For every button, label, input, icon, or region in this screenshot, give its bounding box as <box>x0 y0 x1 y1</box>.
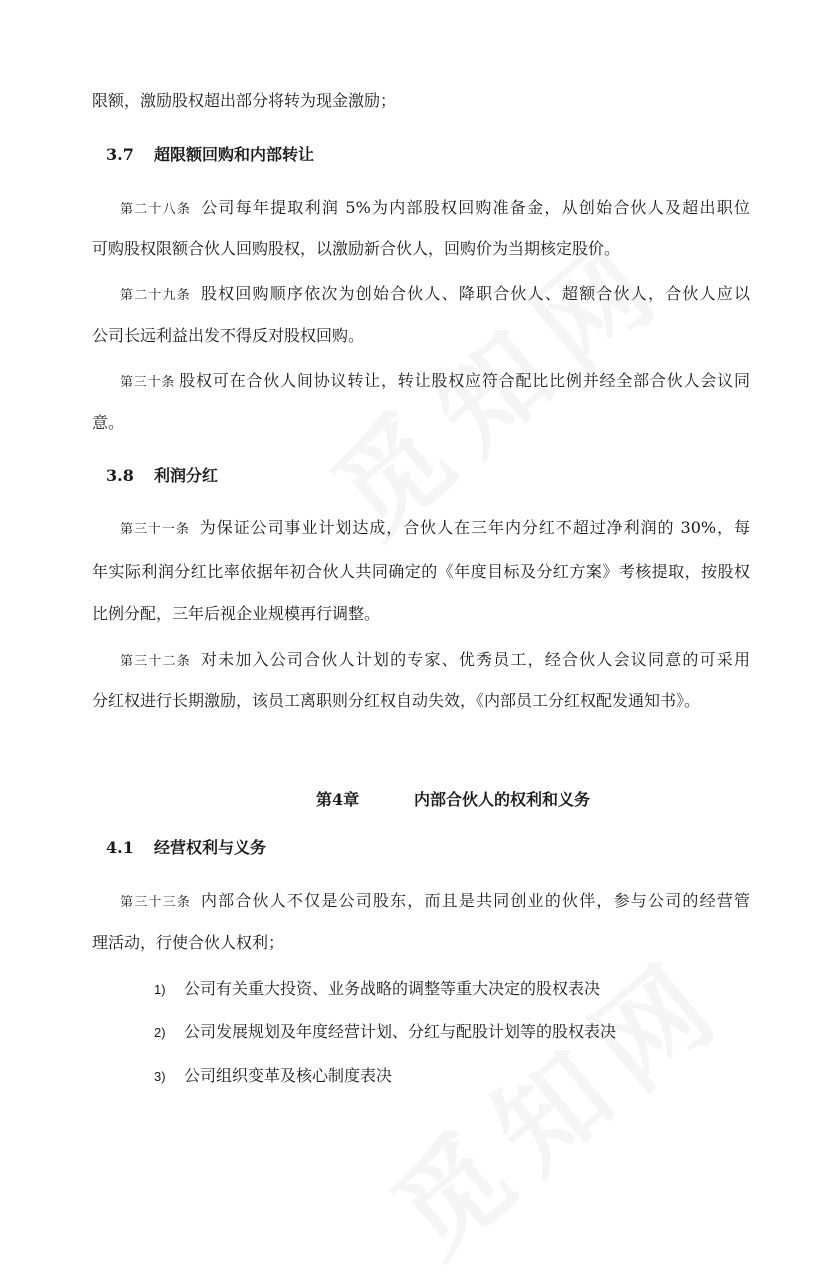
article-label: 第三十条 <box>120 375 176 390</box>
article-28-line-1 <box>120 197 750 221</box>
article-text: 股权可在合伙人间协议转让，转让股权应符合配比比例并经全部合伙人会议同 <box>179 371 750 390</box>
list-text: 公司组织变革及核心制度表决 <box>184 1066 393 1085</box>
article-text: 对未加入公司合伙人计划的专家、优秀员工，经合伙人会议同意的可采用 <box>200 650 750 669</box>
article-33-line-2: 理活动，行使合伙人权利； <box>92 933 285 952</box>
article-33-line-1 <box>120 890 750 914</box>
section-heading-4-1 <box>106 837 266 859</box>
section-title: 经营权利与义务 <box>154 838 267 857</box>
chapter-title: 内部合伙人的权利和义务 <box>414 790 591 809</box>
article-31-line-3: 比例分配，三年后视企业规模再行调整。 <box>92 604 381 623</box>
section-heading-3-8 <box>106 465 218 487</box>
article-30-line-2: 意。 <box>92 413 125 432</box>
article-text: 内部合伙人不仅是公司股东，而且是共同创业的伙伴，参与公司的经营管 <box>200 891 750 910</box>
section-title: 超限额回购和内部转让 <box>154 145 315 164</box>
list-text: 公司发展规划及年度经营计划、分红与配股计划等的股权表决 <box>184 1022 617 1041</box>
article-31-line-2: 年实际利润分红比率依据年初合伙人共同确定的《年度目标及分红方案》考核提取，按股权 <box>92 562 750 581</box>
section-title: 利润分红 <box>154 466 219 485</box>
list-item <box>154 1021 616 1044</box>
article-31-line-1 <box>120 517 750 541</box>
chapter-label: 第4章 <box>316 790 360 809</box>
article-label: 第三十二条 <box>120 654 191 669</box>
list-item <box>154 978 600 1001</box>
article-label: 第二十八条 <box>120 202 192 217</box>
watermark-lower <box>355 913 755 1285</box>
article-32-line-2: 分红权进行长期激励，该员工离职则分红权自动失效，《内部员工分红权配发通知书》。 <box>92 691 701 710</box>
list-index: 3) <box>154 1069 166 1084</box>
article-text: 公司每年提取利润 5%为内部股权回购准备金，从创始合伙人及超出职位 <box>201 198 750 217</box>
list-text: 公司有关重大投资、业务战略的调整等重大决定的股权表决 <box>184 979 601 998</box>
article-text: 股权回购顺序依次为创始合伙人、降职合伙人、超额合伙人，合伙人应以 <box>200 284 750 303</box>
list-index: 1) <box>154 982 166 997</box>
section-heading-3-7 <box>106 144 314 166</box>
section-number: 3.7 <box>106 145 134 164</box>
article-28-line-2: 可购股权限额合伙人回购股权，以激励新合伙人，回购价为当期核定股价。 <box>92 239 621 258</box>
article-label: 第二十九条 <box>120 288 191 303</box>
list-item <box>154 1065 392 1088</box>
list-index: 2) <box>154 1025 166 1040</box>
section-number: 4.1 <box>106 838 134 857</box>
paragraph-line: 限额，激励股权超出部分将转为现金激励； <box>92 91 397 110</box>
chapter-heading <box>316 789 590 811</box>
article-label: 第三十一条 <box>120 522 190 537</box>
section-number: 3.8 <box>106 466 134 485</box>
article-30-line-1 <box>120 370 750 394</box>
article-29-line-1 <box>120 283 750 307</box>
article-text: 为保证公司事业计划达成，合伙人在三年内分红不超过净利润的 30%，每 <box>199 518 750 537</box>
article-label: 第三十三条 <box>120 895 191 910</box>
article-29-line-2: 公司长远利益出发不得反对股权回购。 <box>92 326 365 345</box>
article-32-line-1 <box>120 649 750 673</box>
